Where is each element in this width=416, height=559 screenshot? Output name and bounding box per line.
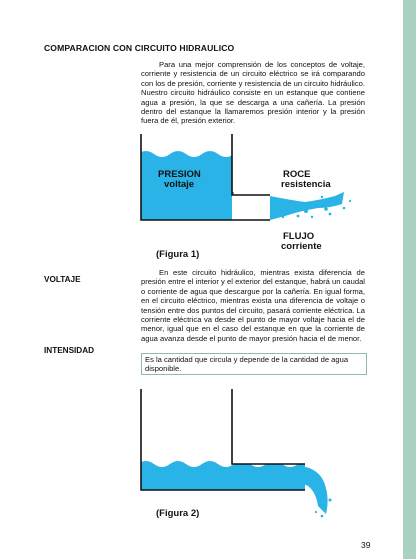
intensity-definition-text: Es la cantidad que circula y depende de la cantidad de agua disponible.	[145, 355, 349, 374]
figure-2-tank-diagram	[0, 382, 403, 532]
intensity-heading: INTENSIDAD	[44, 346, 95, 355]
falling-water	[300, 466, 332, 517]
voltage-paragraph	[141, 268, 365, 343]
voltage-paragraph-text: En este circuito hidráulico, mientras exista diferencia de presión entre el interior y el exterior del estanque, habrá un caudal o corriente de agua que descargue por la cañería. En igual forma, en el circuito eléctrico, mientras exista una diferencia de voltaje o tensión entre dos puntos del circuito, pasará corriente eléctrica. La corriente eléctrica va desde el punto de mayor voltaje hacia el de menor, igual que en el caso del estanque en que la corriente de agua avanza desde el punto de mayor presión hacia el de menor.	[141, 268, 365, 343]
decorative-side-band	[403, 0, 416, 559]
figure-1-caption: (Figura 1)	[156, 249, 200, 260]
section-title: COMPARACION CON CIRCUITO HIDRAULICO	[44, 43, 235, 53]
intro-paragraph	[141, 60, 365, 126]
figure-1-tank-diagram	[0, 126, 403, 266]
pipe-water	[228, 195, 273, 221]
page-number: 39	[361, 540, 371, 550]
water-jet	[270, 192, 351, 220]
tank-2-water	[138, 461, 310, 494]
label-pressure: PRESION	[158, 169, 201, 180]
label-resistance: resistencia	[281, 179, 331, 190]
figure-2-caption: (Figura 2)	[156, 508, 200, 519]
label-voltage: voltaje	[164, 179, 195, 190]
label-flow: FLUJO	[283, 231, 315, 242]
intro-paragraph-text: Para una mejor comprensión de los conceptos de voltaje, corriente y resistencia de un circuito eléctrico se irá comparando con los de presión, corriente y resistencia de un circuito hidráulico. Nuestro circuito hidráulico consiste en un estanque que contiene agua a presión, la que se descarga a una cañería. La presión dentro del estanque la llamaremos presión interior y la presión fuera de él, presión exterior.	[141, 60, 365, 126]
intensity-definition-box	[141, 353, 367, 375]
voltage-heading: VOLTAJE	[44, 275, 81, 284]
label-current: corriente	[281, 241, 322, 252]
label-friction: ROCE	[283, 169, 311, 180]
